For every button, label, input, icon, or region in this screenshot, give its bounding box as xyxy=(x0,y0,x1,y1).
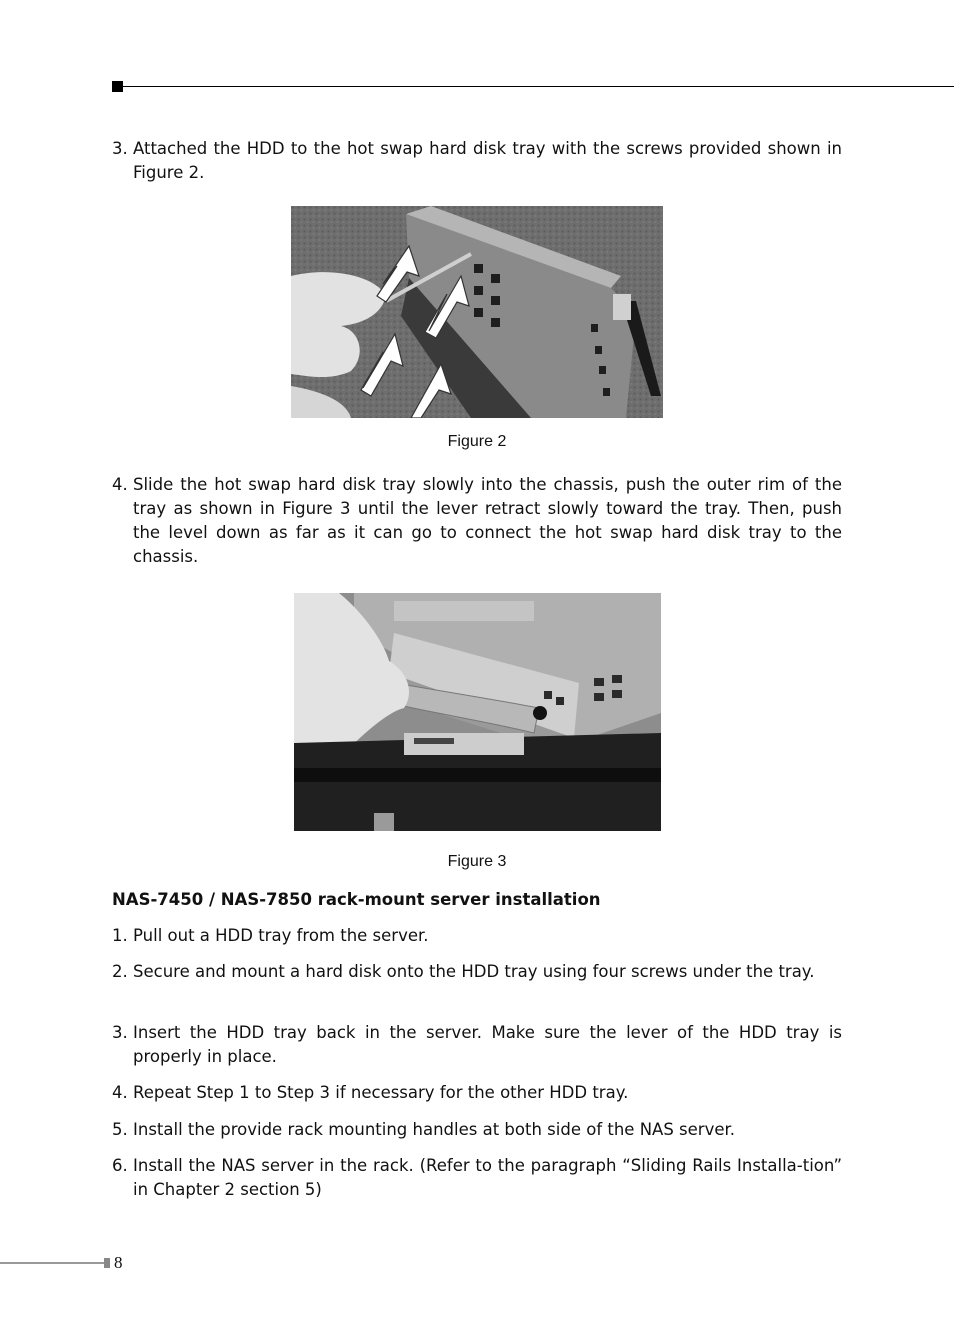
list-item xyxy=(112,1118,842,1142)
list-text: Slide the hot swap hard disk tray slowly into the chassis, push the outer rim of the tray as shown in Figure 3 until the lever retract slowly toward the tray. Then, push the level down as far as it can go to connect the hot swap hard disk tray to the chassis. xyxy=(133,475,842,566)
list-item xyxy=(112,473,842,569)
figure-3-caption: Figure 3 xyxy=(447,853,507,870)
list-text: Repeat Step 1 to Step 3 if necessary for the other HDD tray. xyxy=(133,1083,629,1102)
list-number: 2. xyxy=(112,962,128,981)
list-item xyxy=(112,1081,842,1105)
figure-2-photo xyxy=(291,206,663,418)
list-item xyxy=(112,137,842,185)
list-number: 4. xyxy=(112,1083,128,1102)
list-text: Insert the HDD tray back in the server. Make sure the lever of the HDD tray is properly in place. xyxy=(133,1023,842,1066)
page-number: 8 xyxy=(114,1253,123,1272)
header-rule xyxy=(123,86,954,87)
list-number: 3. xyxy=(112,1023,128,1042)
footer-mark xyxy=(104,1258,110,1268)
section-heading: NAS-7450 / NAS-7850 rack-mount server installation xyxy=(112,890,601,909)
figure-3-photo xyxy=(294,593,661,831)
list-number: 5. xyxy=(112,1120,128,1139)
list-item xyxy=(112,960,842,984)
list-text: Install the NAS server in the rack. (Refer to the paragraph “Sliding Rails Installa-tion” in Chapter 2 section 5) xyxy=(133,1156,842,1199)
header-square xyxy=(112,81,123,92)
list-item xyxy=(112,924,842,948)
figure-2-caption: Figure 2 xyxy=(447,433,507,450)
list-text: Pull out a HDD tray from the server. xyxy=(133,926,429,945)
footer-rule xyxy=(0,1262,104,1264)
list-item xyxy=(112,1154,842,1202)
list-number: 6. xyxy=(112,1156,128,1175)
list-text: Secure and mount a hard disk onto the HDD tray using four screws under the tray. xyxy=(133,962,815,981)
list-text: Install the provide rack mounting handles at both side of the NAS server. xyxy=(133,1120,736,1139)
list-text: Attached the HDD to the hot swap hard disk tray with the screws provided shown in Figure 2. xyxy=(133,139,842,182)
list-number: 1. xyxy=(112,926,128,945)
list-number: 3. xyxy=(112,139,128,158)
list-item xyxy=(112,1021,842,1069)
list-number: 4. xyxy=(112,475,128,494)
